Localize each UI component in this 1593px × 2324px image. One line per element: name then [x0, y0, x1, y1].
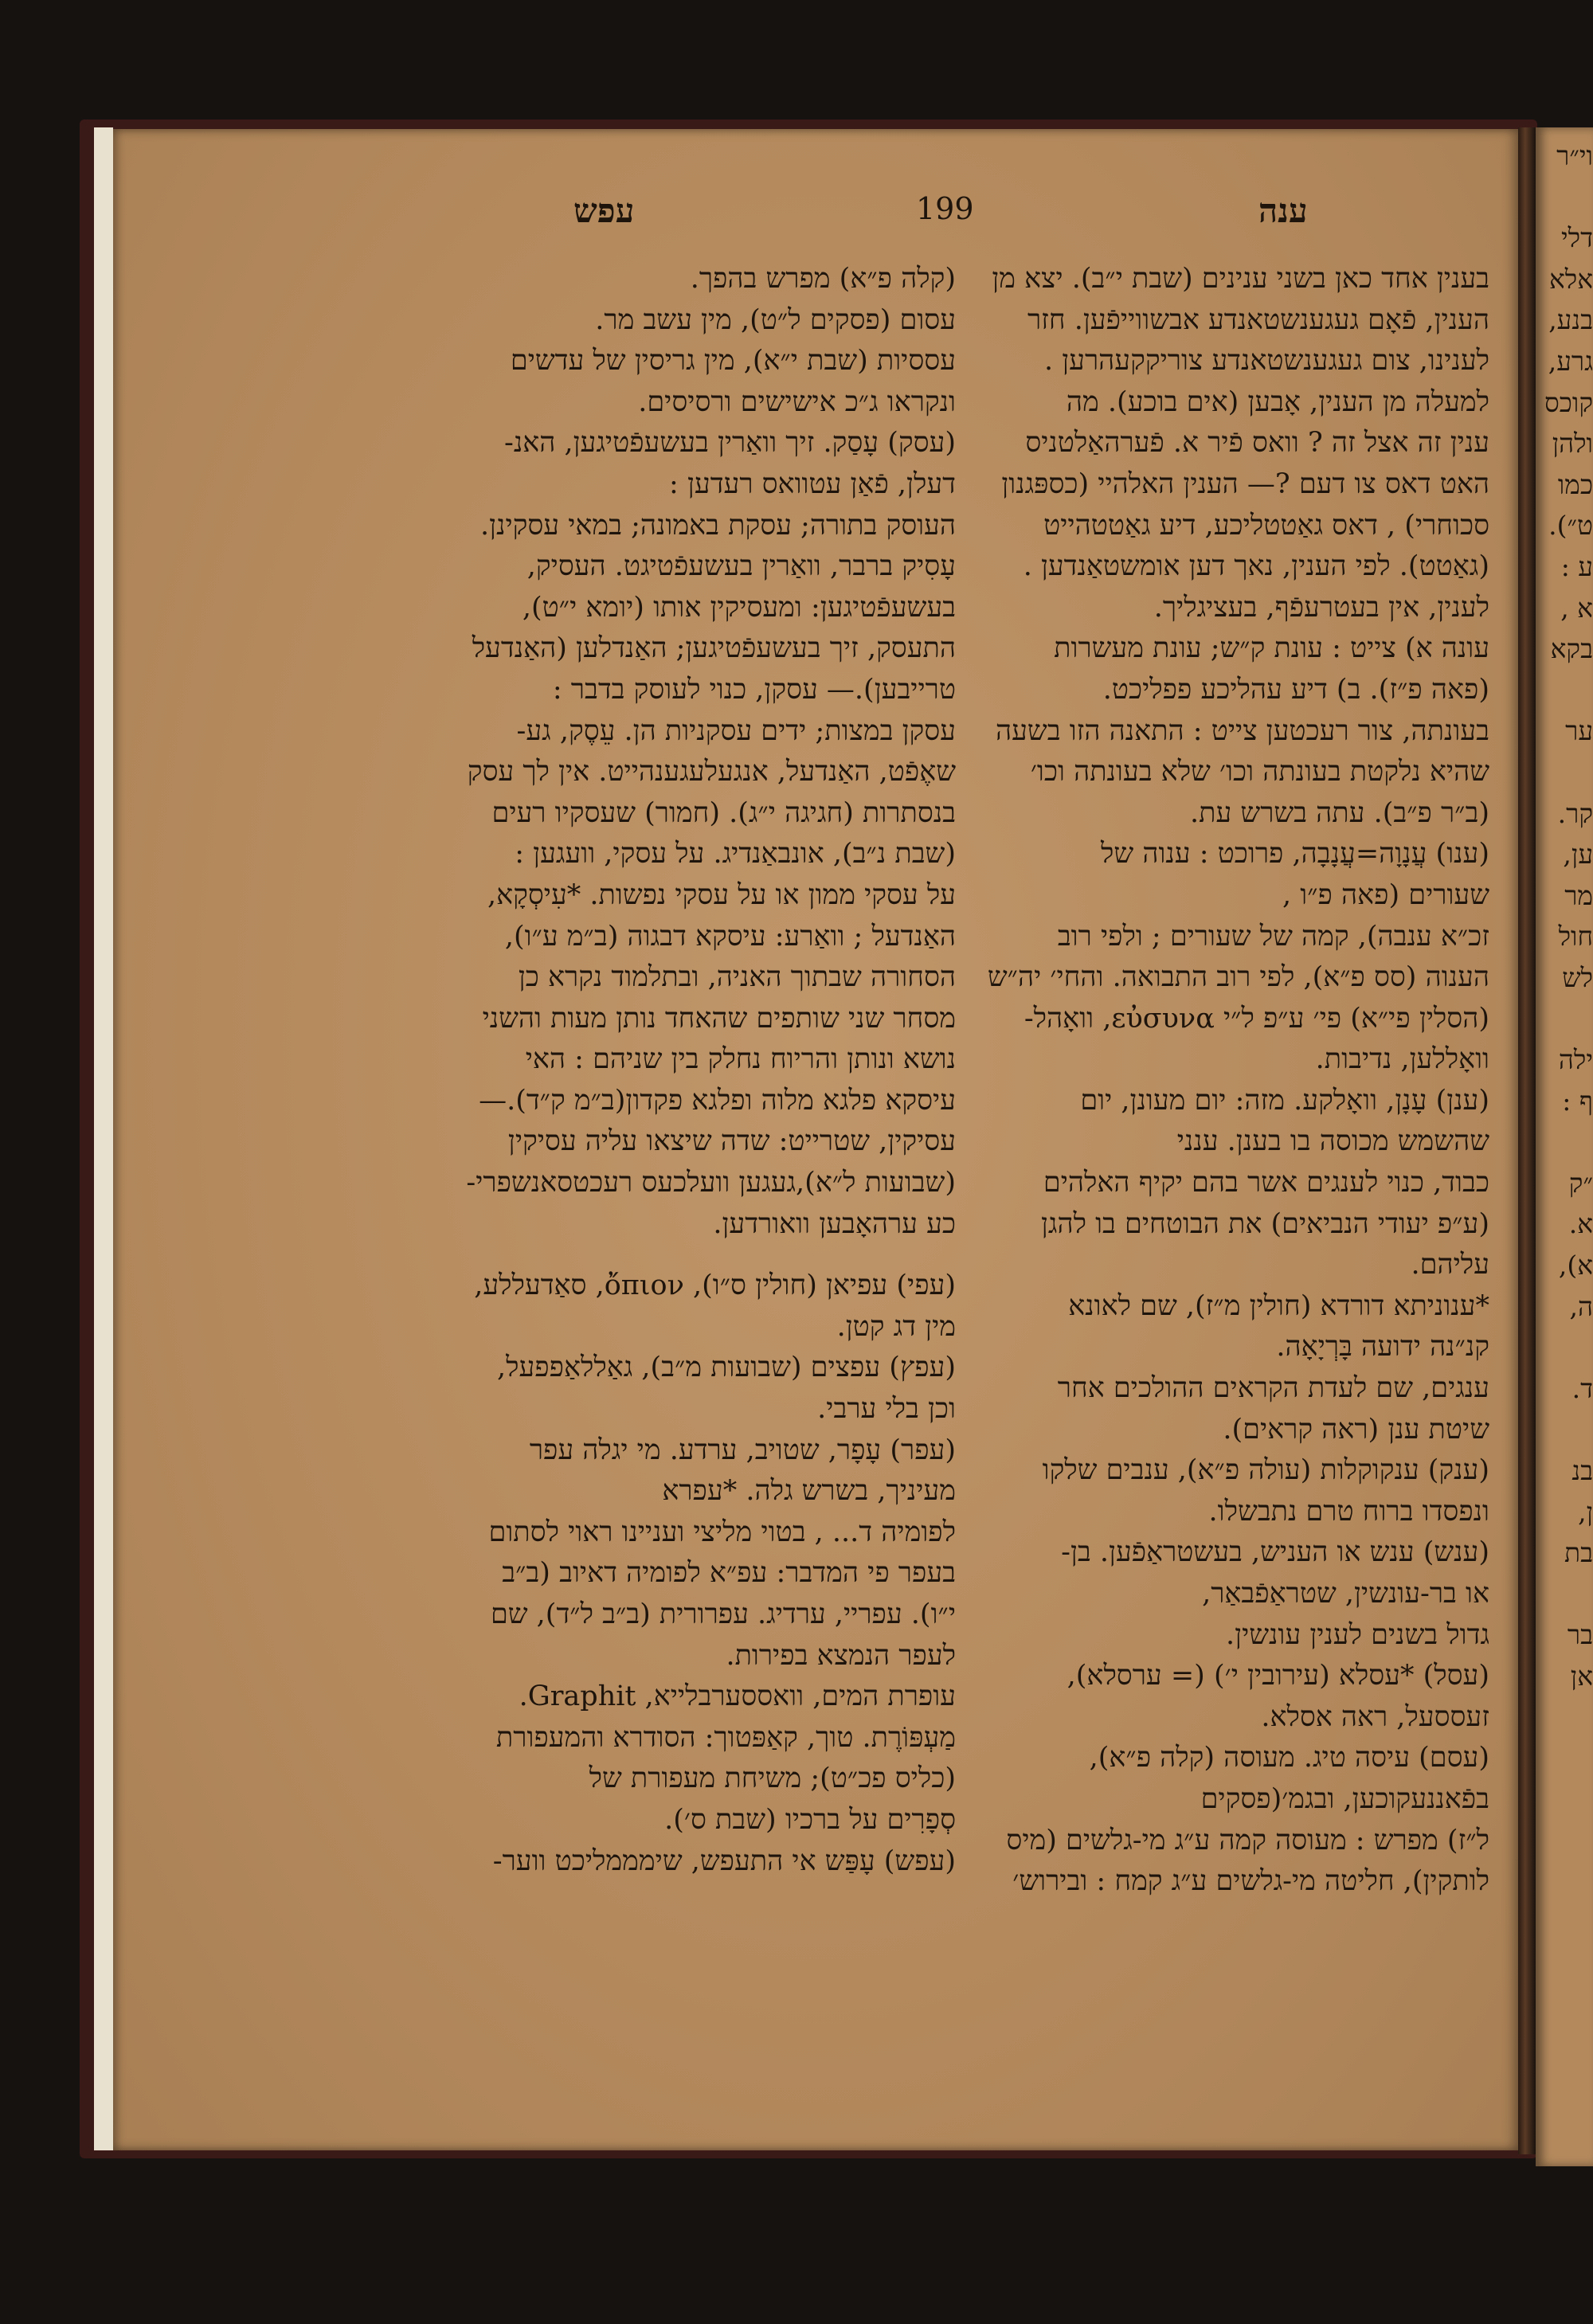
- text-line: כבוד, כנוי לענגים אשר בהם יקיף האלהים: [1043, 1167, 1489, 1199]
- book-gutter: [1518, 127, 1536, 2154]
- text-line: שעורים (פאה פ״ו ,: [1282, 878, 1489, 911]
- text-line: אלא: [1548, 263, 1593, 295]
- text-line: למעלה מן הענין, אָבען (אים בוכע). מה: [1066, 385, 1489, 418]
- page-edge: [94, 127, 113, 2150]
- text-line: ילה: [1558, 1044, 1593, 1076]
- text-line: ט״).: [1548, 510, 1593, 542]
- text-line: (גאַטט). לפי הענין, נאך דען אומשטאַנדען .: [1023, 550, 1489, 583]
- text-line: (עפץ) עפצים (שבועות מ״ב), גאַללאַפפעל,: [496, 1352, 956, 1384]
- text-line: (עסם) עיסה טיג. מעוסה (קלה פ״א),: [1089, 1742, 1489, 1774]
- text-line: גדול בשנים לענין עונשין.: [1226, 1618, 1489, 1651]
- text-line: (שבועות ל״א),געגען וועלכעס רעכטסאנשפרי-: [466, 1167, 956, 1199]
- text-line: א.: [1568, 1208, 1593, 1240]
- right-text-column: [964, 259, 1489, 1903]
- text-line: בעפר פי המדבר: עפ״א לפומיה דאיוב (ב״ב: [502, 1557, 956, 1590]
- text-line: שאֶפֿט, האַנדעל, אנגעלעגענהייט. אין לך עסק: [467, 756, 956, 788]
- text-line: ע :: [1560, 550, 1593, 582]
- next-page-text-fragments: [1537, 135, 1593, 1697]
- text-line: לפומיה ד... , בטוי מליצי ועניינו ראוי לסתום: [488, 1516, 956, 1548]
- text-line: או בר-עונשין, שטראַפֿבאַר,: [1202, 1578, 1489, 1610]
- text-line: גרע,: [1548, 345, 1593, 377]
- text-line: (ענו) עֲנָוָה=עֲנָבָה, פרוכט : ענוה של: [1101, 838, 1489, 871]
- text-line: (כליס פכ״ט); משיחת מעפורת של: [589, 1763, 956, 1795]
- text-line: מר: [1564, 879, 1593, 911]
- text-line: דלי: [1561, 222, 1593, 254]
- text-line: [1537, 998, 1593, 1039]
- text-line: א ,: [1560, 592, 1593, 624]
- text-line: בקא: [1550, 633, 1593, 665]
- left-text-column: [406, 259, 956, 1882]
- text-line: סכוחרי) , דאס גאַטטליכע, דיע גאַטטהייט: [1043, 509, 1489, 542]
- text-line: הסחורה שבתוך האניה, ובתלמוד נקרא כן: [518, 961, 956, 994]
- text-line: שהיא נלקטת בעונתה וכו׳ שלא בעונתה וכו׳: [1030, 756, 1489, 788]
- text-line: בנסתרות (חגיגה י״ג). (חמור) שעסקיו רעים: [491, 796, 956, 829]
- text-line: האַנדעל ; וואַרע: עיסקא דבגוה (ב״מ ע״ו),: [504, 920, 956, 953]
- text-line: נושא ונותן והריוח נחלק בין שניהם : האי: [525, 1043, 956, 1076]
- text-line: (פאה פ״ז). ב) דיע עהליכע פפליכט.: [1102, 673, 1489, 706]
- text-line: (עפי) עפיאן (חולין ס״ו), ὄπιον, סאַדעללע,: [474, 1270, 956, 1302]
- text-line: קנ״נה ידועה בָּרְיָאָה.: [1276, 1331, 1489, 1363]
- text-line: לענינו, צום געגענשטאנדע צוריקקעהרען .: [1044, 345, 1489, 378]
- text-line: ד.: [1571, 1372, 1593, 1404]
- header-guide-word-left: עפש: [573, 191, 635, 230]
- text-line: סְפָרִים על ברכיו (שבת ס׳).: [664, 1803, 956, 1836]
- text-line: הענין, פֿאָם געגענשטאנדע אבשווייפֿען. חזר: [1027, 303, 1489, 336]
- text-line: עליהם.: [1411, 1249, 1489, 1281]
- text-line: לש: [1562, 961, 1593, 993]
- text-line: וכן בלי ערבי.: [817, 1393, 956, 1426]
- text-line: התעסק, זיך בעשעפֿטיגען; האַנדלען (האַנדעל: [472, 632, 956, 665]
- text-line: וי״ר: [1556, 140, 1593, 171]
- text-line: עָסִיק ברבר, וואַרין בעשעפֿטיגט. העסיק,: [526, 550, 956, 583]
- text-line: מין דג קטן.: [836, 1310, 956, 1343]
- text-line: י״ו). עפריי, ערדיג. עפרורית (ב״ב ל״ד), שם: [490, 1598, 956, 1630]
- text-line: ער: [1565, 715, 1593, 747]
- text-line: מַעְפּוֹרֶת. טוך, קאַפּטוך: הסודרא והמעפורת: [495, 1721, 956, 1754]
- text-line: עיסקא פלגא מלוה ופלגא פקדון(ב״מ ק״ד).—: [479, 1084, 956, 1117]
- text-line: ונקראו ג״כ אישישים ורסיסים.: [638, 385, 956, 418]
- text-line: לותקין), חליטה מי-גלשים ע״ג קמח : ובירוש׳: [1012, 1865, 1489, 1898]
- text-line: [1537, 1409, 1593, 1450]
- text-line: ה,: [1569, 1290, 1593, 1322]
- text-line: זכ״א ענבה), קמה של שעורים ; ולפי רוב: [1057, 920, 1489, 953]
- text-line: עסום (פסקים ל״ט), מין עשב מר.: [595, 303, 956, 336]
- text-line: האט דאס צו דעם ?— הענין האלהיי (כספּגנון: [1001, 468, 1489, 500]
- text-line: ן,: [1578, 1496, 1593, 1528]
- text-line: בעונתה, צור רעכטען צייט : התאנה הזו בשעה: [995, 714, 1489, 747]
- text-line: (הסלין פי״א) פי׳ ע״פ ל״י εὐσυνα, וואָהל-: [1024, 1002, 1489, 1035]
- text-line: קוכס: [1544, 386, 1593, 418]
- text-line: (עפר) עָפָר, שטויב, ערדע. מי יגלה עפר: [529, 1434, 956, 1466]
- header-guide-word-right: ענה: [1258, 191, 1308, 230]
- text-line: (עפש) עָפַּש אי התעפש, שימממליכט ווער-: [492, 1845, 956, 1877]
- text-line: (ענק) ענקוקלות (עולה פ״א), ענבים שלקו: [1042, 1454, 1489, 1487]
- text-line: שהשמש מכוסה בו בענן. ענני: [1176, 1125, 1489, 1158]
- text-line: [1537, 177, 1593, 218]
- text-line: וואָללען, נדיבות.: [1315, 1043, 1489, 1076]
- text-line: ף :: [1562, 1085, 1593, 1117]
- text-line: מסחר שני שותפים שהאחד נותן מעות והשני: [482, 1002, 956, 1035]
- text-line: לעפר הנמצא בפירות.: [726, 1639, 956, 1672]
- text-line: בנע,: [1548, 304, 1593, 336]
- text-line: עופרת המים, וואססערבלייא, Graphit.: [519, 1680, 956, 1713]
- text-line: ״ק: [1568, 1167, 1593, 1199]
- text-line: [1537, 1121, 1593, 1163]
- text-line: (שבת נ״ב), אונבאַנדיג. על עסקי, וועגען :: [515, 838, 956, 871]
- text-line: בת: [1564, 1537, 1593, 1569]
- text-line: (עסק) עָסַק. זיך וואַרין בעשעפֿטיגען, האנ-: [504, 427, 956, 460]
- text-line: [1537, 752, 1593, 793]
- text-line: (קלה פ״א) מפרש בהפך.: [690, 263, 956, 295]
- text-line: ענין זה אצל זה ? וואס פֿיר א. פֿערהאַלטניס: [1025, 427, 1489, 460]
- text-line: (ע״פ יעודי הנביאים) את הבוטחים בו להגן: [1040, 1207, 1489, 1240]
- text-line: דעלן, פֿאַן עטוואס רעדען :: [669, 468, 956, 500]
- text-line: טרייבען).— עסקן, כנוי לעוסק בדבר :: [552, 673, 956, 706]
- text-line: לענין, אין בעטרעפֿף, בעציגליך.: [1153, 591, 1489, 624]
- text-line: ען,: [1563, 839, 1593, 871]
- text-line: [1537, 1327, 1593, 1368]
- text-line: [1537, 670, 1593, 711]
- text-line: (עסל) *עסלא (עירובין י׳) (= ערסלא),: [1067, 1660, 1489, 1692]
- text-line: עונה א) צייט : עונת ק״ש; עונת מעשרות: [1054, 632, 1489, 665]
- text-line: אן: [1570, 1660, 1593, 1692]
- text-line: (ענן) עָנָן, וואָלקע. מזה: יום מעונן, יום: [1080, 1084, 1489, 1117]
- text-line: ל״ז) מפרש : מעוסה קמה ע״ג מי-גלשים (מיס: [1006, 1824, 1489, 1856]
- text-line: בנ: [1571, 1455, 1593, 1486]
- text-line: חול: [1558, 921, 1593, 953]
- text-line: בר: [1567, 1619, 1593, 1651]
- text-line: בענין אחד כאן בשני ענינים (שבת י״ב). יצא מן: [992, 263, 1489, 295]
- text-line: קר.: [1557, 797, 1593, 829]
- text-line: כמו: [1557, 468, 1593, 500]
- text-line: הענוה (סס פ״א), לפי רוב התבואה. והחי׳ יה״ש: [987, 961, 1489, 994]
- text-line: על עסקי ממון או על עסקי נפשות. *עִיסְקָא,: [487, 878, 956, 911]
- text-line: בפֿאננעקוכען, ובגמ׳(פסקים: [1200, 1782, 1489, 1815]
- text-line: עססיות (שבת י״א), מין גריסין של עדשים: [510, 345, 956, 378]
- text-line: כע ערהאָבען וואורדען.: [713, 1207, 956, 1240]
- text-line: ונפסדו ברוח טרם נתבשלו.: [1208, 1495, 1489, 1528]
- text-line: [1537, 1574, 1593, 1615]
- text-line: העוסק בתורה; עסקת באמונה; במאי עסקינן.: [480, 509, 956, 542]
- text-line: זעססעל, ראה אסלא.: [1261, 1700, 1489, 1733]
- text-line: ענגים, שם לעדת הקראים ההולכים אחר: [1057, 1372, 1489, 1405]
- page-number: 199: [916, 191, 974, 226]
- text-line: שיטת ענן (ראה קראים).: [1223, 1413, 1489, 1446]
- text-line: בעשעפֿטיגען: ומעסיקין אותו (יומא י״ט),: [522, 591, 956, 624]
- text-line: *ענוניתא דורדא (חולין מ״ז), שם לאונא: [1068, 1289, 1489, 1322]
- text-line: (ב״ר פ״ב). עתה בשרש עת.: [1190, 796, 1489, 829]
- text-line: (ענש) ענש או העניש, בעשטראַפֿען. בן-: [1061, 1536, 1489, 1569]
- text-line: ולהן: [1552, 428, 1593, 460]
- text-line: א),: [1558, 1250, 1593, 1281]
- text-line: עסקן במצות; ידים עסקניות הן. עֵסֶק, גע-: [516, 714, 956, 747]
- text-line: מעיניך, בשרש גלה. *עפרא: [662, 1475, 956, 1508]
- text-line: עסיקין, שטרייט: שדה שיצאו עליה עסיקין: [507, 1125, 956, 1158]
